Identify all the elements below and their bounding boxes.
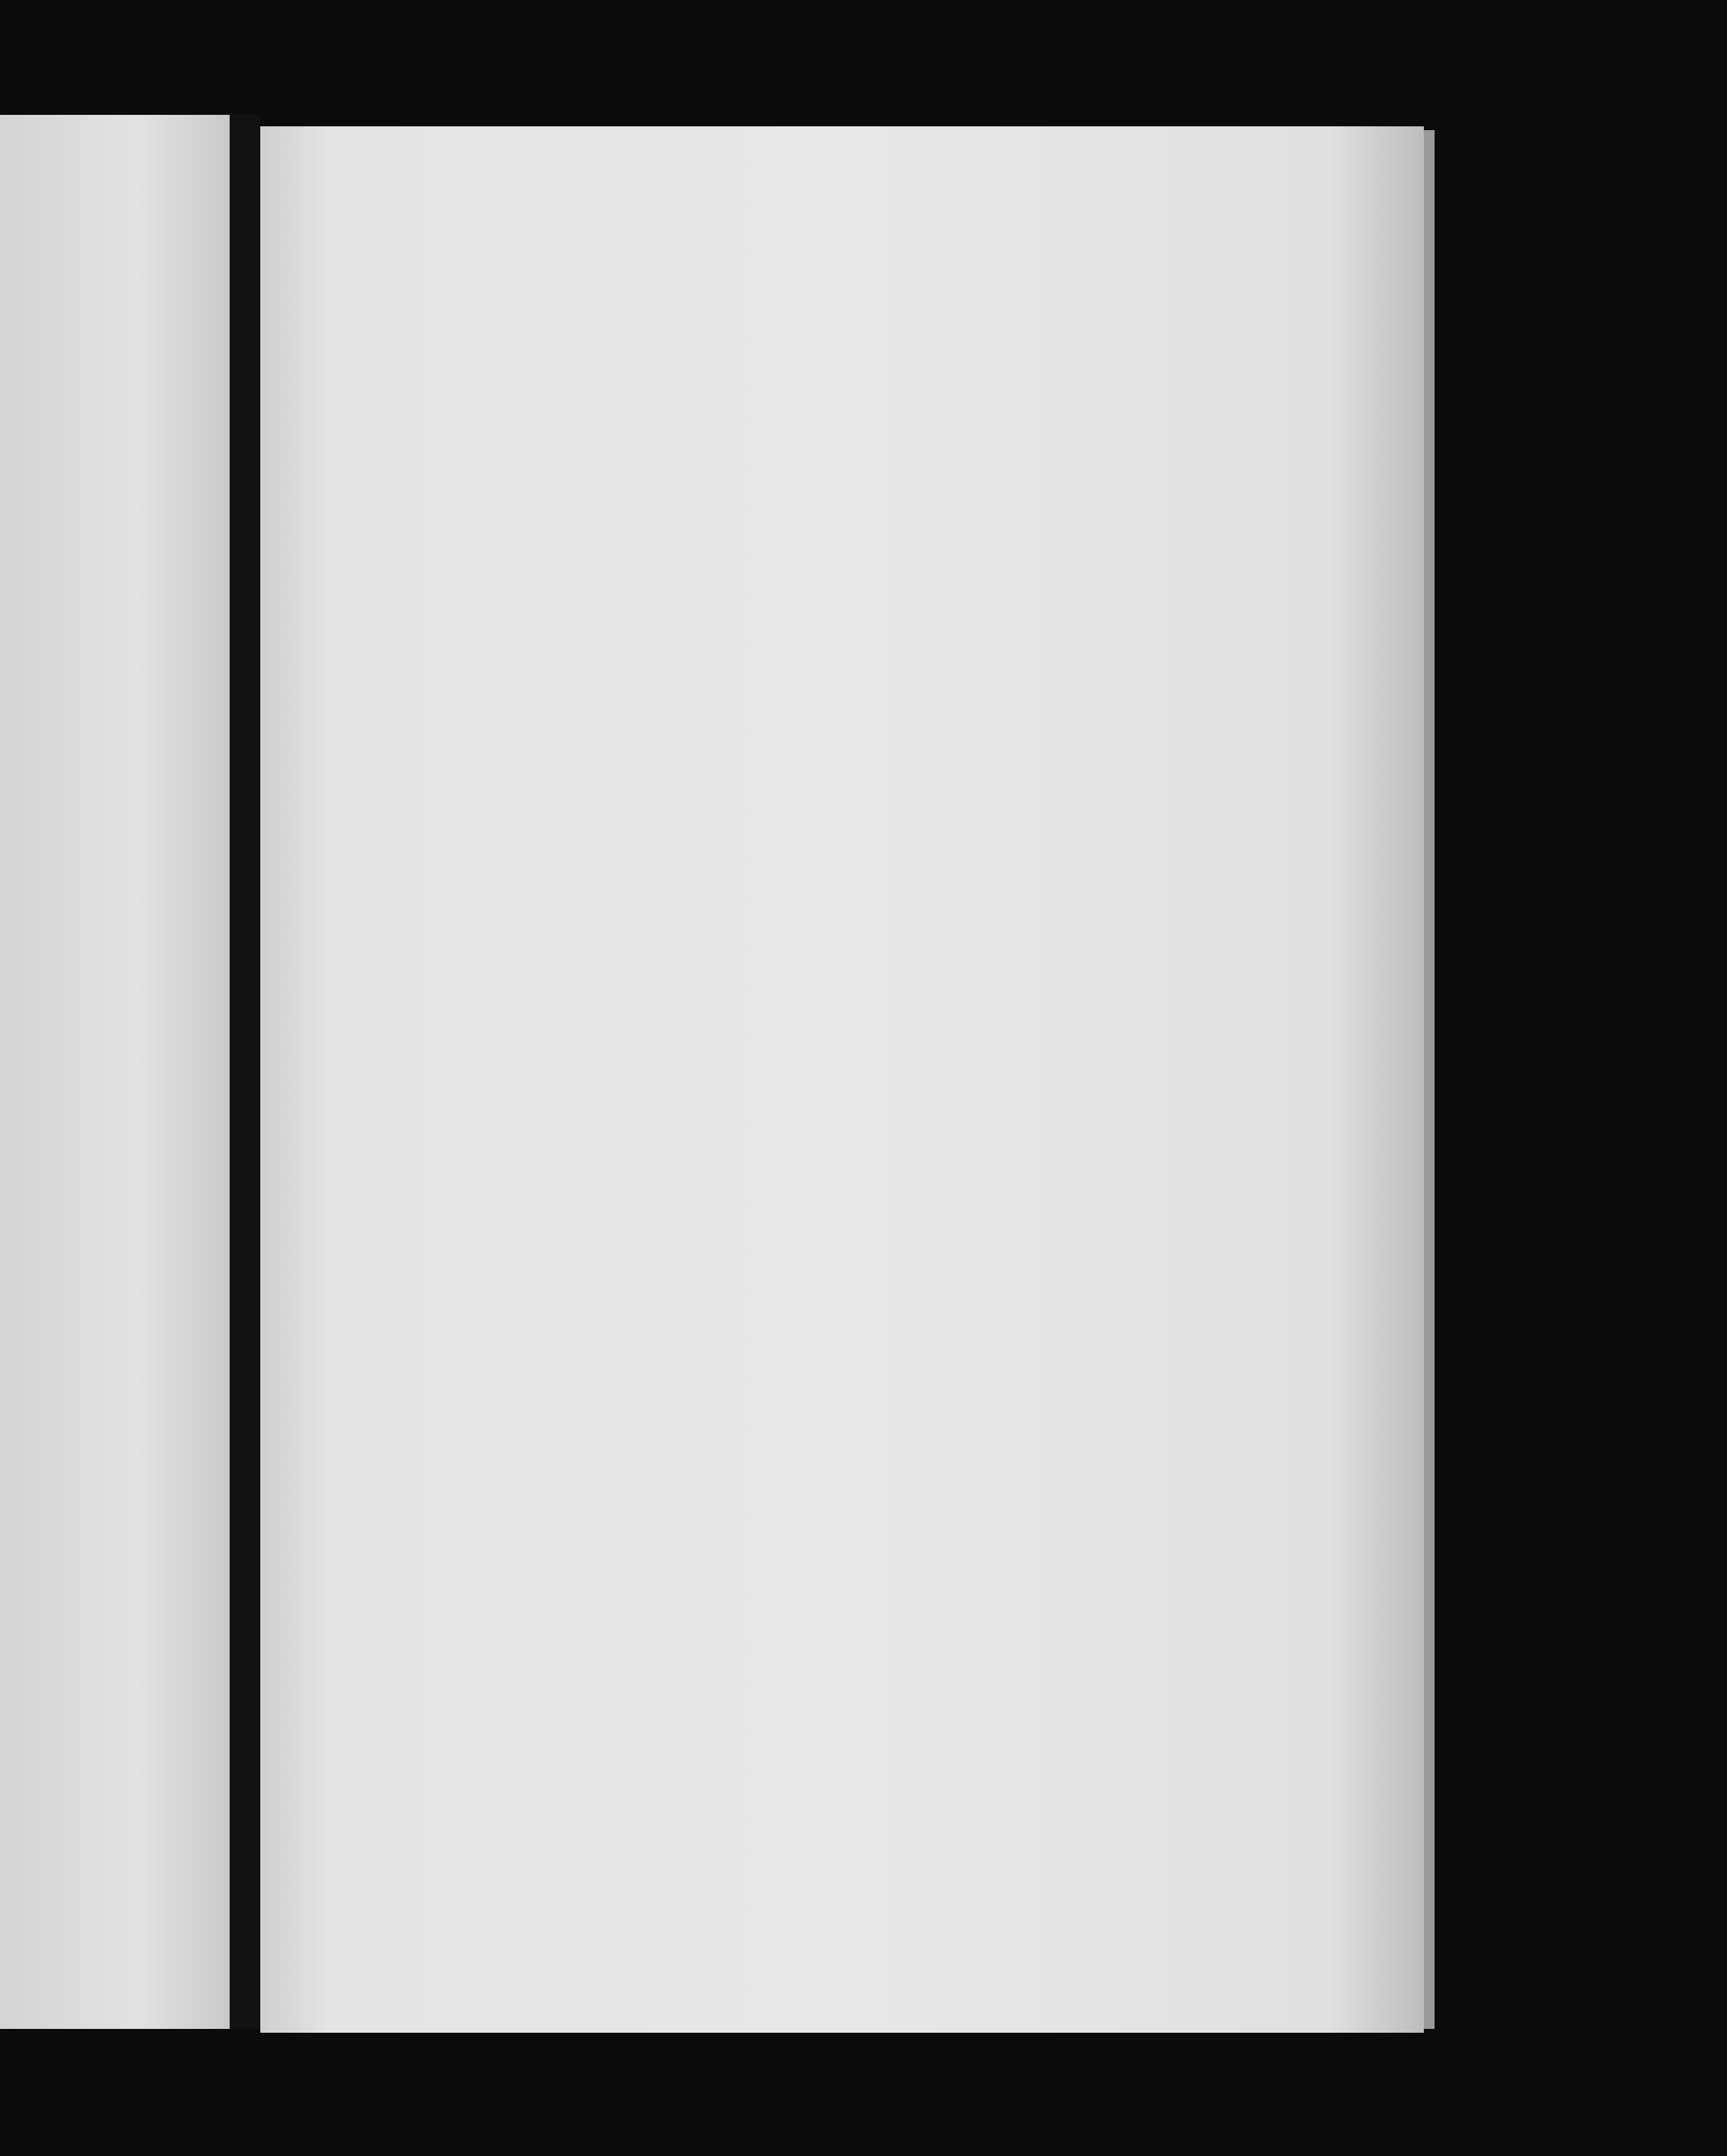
right-page	[260, 126, 1424, 2033]
book-gutter	[230, 115, 260, 2029]
page-edge	[1424, 130, 1435, 2029]
left-page-fragment	[0, 115, 230, 2029]
